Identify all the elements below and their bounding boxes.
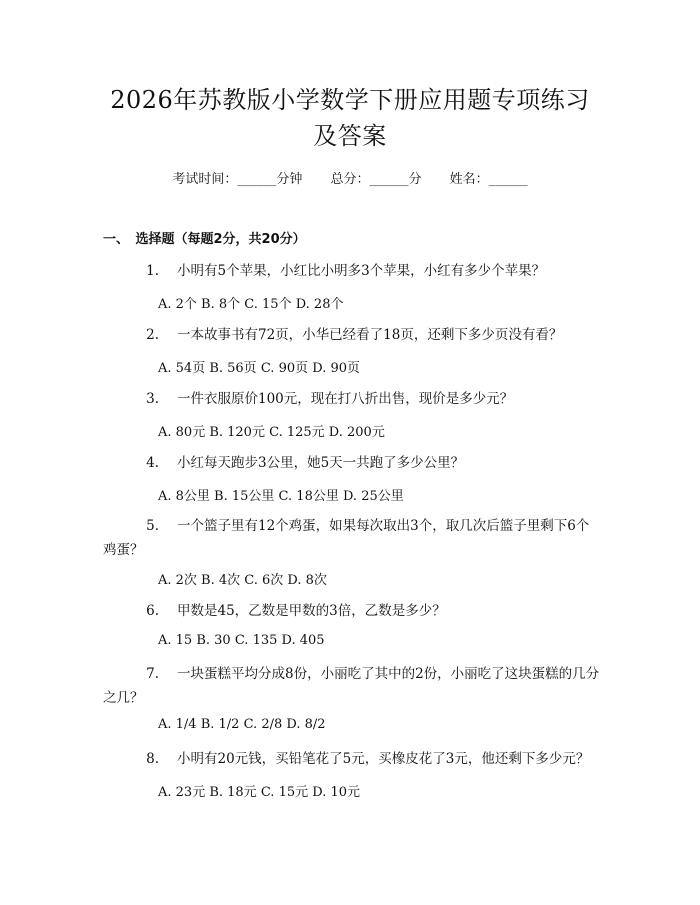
title-line-2: 及答案 <box>313 122 387 150</box>
question-8 <box>103 746 603 772</box>
question-text: 一个篮子里有12个鸡蛋，如果每次取出3个，取几次后篮子里剩下6个 <box>177 518 590 534</box>
question-1 <box>103 258 603 284</box>
question-3 <box>103 386 603 412</box>
question-number: 6. <box>146 603 159 619</box>
question-number: 7. <box>146 666 159 682</box>
question-text-continued: 鸡蛋？ <box>103 542 144 558</box>
total-score: 总分：______分 <box>330 172 422 187</box>
question-6 <box>103 598 603 624</box>
exam-info <box>0 168 700 187</box>
question-3-options: A. 80元 B. 120元 C. 125元 D. 200元 <box>158 425 385 440</box>
question-4-options: A. 8公里 B. 15公里 C. 18公里 D. 25公里 <box>158 489 404 504</box>
question-6-options: A. 15 B. 30 C. 135 D. 405 <box>158 633 325 648</box>
question-5-cont <box>103 537 603 563</box>
question-5 <box>103 513 603 539</box>
question-text: 小明有5个苹果，小红比小明多3个苹果，小红有多少个苹果？ <box>177 263 546 279</box>
question-text: 小明有20元钱，买铅笔花了5元，买橡皮花了3元，他还剩下多少元？ <box>177 751 590 767</box>
question-number: 4. <box>146 455 159 471</box>
student-name: 姓名：______ <box>449 172 528 187</box>
title-line-1: 2026年苏教版小学数学下册应用题专项练习 <box>110 86 590 114</box>
question-text: 一本故事书有72页，小华已经看了18页，还剩下多少页没有看？ <box>177 327 563 343</box>
question-7 <box>103 661 603 687</box>
question-2 <box>103 322 603 348</box>
document-title <box>90 82 610 154</box>
question-number: 3. <box>146 391 159 407</box>
question-8-options: A. 23元 B. 18元 C. 15元 D. 10元 <box>158 785 361 800</box>
question-number: 8. <box>146 751 159 767</box>
question-4 <box>103 450 603 476</box>
exam-time: 考试时间：______分钟 <box>172 172 303 187</box>
question-1-options: A. 2个 B. 8个 C. 15个 D. 28个 <box>158 297 344 312</box>
section-heading: 一、 选择题（每题2分，共20分） <box>103 232 306 247</box>
question-text: 一件衣服原价100元，现在打八折出售，现价是多少元？ <box>177 391 514 407</box>
question-number: 5. <box>146 518 159 534</box>
question-number: 2. <box>146 327 159 343</box>
question-number: 1. <box>146 263 159 279</box>
question-text: 一块蛋糕平均分成8份，小丽吃了其中的2份，小丽吃了这块蛋糕的几分 <box>177 666 600 682</box>
question-text: 小红每天跑步3公里，她5天一共跑了多少公里？ <box>177 455 465 471</box>
question-7-options: A. 1/4 B. 1/2 C. 2/8 D. 8/2 <box>158 717 326 732</box>
question-text-continued: 之几？ <box>103 690 144 706</box>
question-2-options: A. 54页 B. 56页 C. 90页 D. 90页 <box>158 361 361 376</box>
question-text: 甲数是45，乙数是甲数的3倍，乙数是多少？ <box>177 603 446 619</box>
question-7-cont <box>103 685 603 711</box>
question-5-options: A. 2次 B. 4次 C. 6次 D. 8次 <box>158 573 327 588</box>
